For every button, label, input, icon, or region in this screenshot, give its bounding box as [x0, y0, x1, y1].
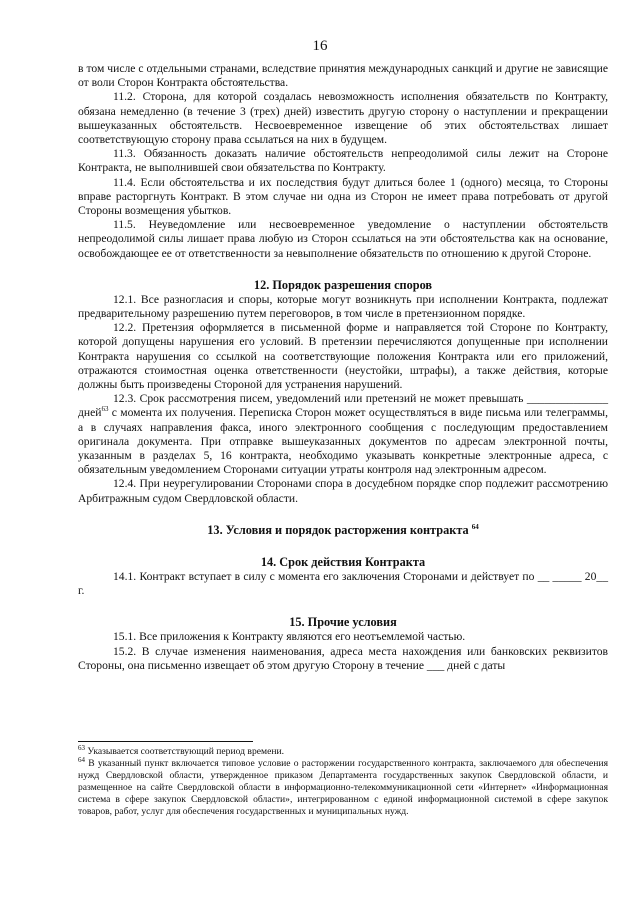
section-heading-13 [78, 523, 608, 538]
paragraph-12-3-start: 12.3. Срок рассмотрения писем, уведомлений или претензий не может превышать ______________ дней [78, 392, 608, 420]
paragraph-continuation: в том числе с отдельными странами, вследствие принятия международных санкций и другие не зависящие от воли Сторон Контракта обстоятельства. [78, 62, 608, 90]
section-heading-12: 12. Порядок разрешения споров [253, 277, 433, 292]
paragraph-11-3: 11.3. Обязанность доказать наличие обстоятельств непреодолимой силы лежит на Стороне Контракта, не выполнившей свои обязательства по Контракту. [78, 147, 608, 175]
paragraph-15-2: 15.2. В случае изменения наименования, адреса места нахождения или банковских реквизитов Стороны, она письменно извещает об этом другую Сторону в течение ___ дней с даты [78, 644, 608, 672]
footnote-63 [78, 743, 608, 758]
document-body [78, 62, 608, 673]
footnote-64-number: 64 [78, 755, 85, 764]
paragraph-11-2: 11.2. Сторона, для которой создалась невозможность исполнения обязательств по Контракту, обязана немедленно (в течение 3 (трех) дней) известить другую сторону о наступлении и прекращении вышеуказанных обстоятельств. Несвоевременное извещение об этих обстоятельствах лишает соответствующую сторону права ссылаться на них в будущем. [78, 90, 608, 147]
footnote-ref-63[interactable]: 63 [101, 405, 109, 414]
footnote-63-text: Указывается соответствующий период времени. [85, 746, 284, 757]
footnote-63-number: 63 [78, 743, 85, 752]
page-number: 16 [312, 38, 328, 54]
paragraph-15-1: 15.1. Все приложения к Контракту являются его неотъемлемой частью. [113, 630, 466, 644]
section-heading-15: 15. Прочие условия [289, 615, 397, 630]
section-heading-14: 14. Срок действия Контракта [260, 554, 426, 569]
paragraph-12-1: 12.1. Все разногласия и споры, которые могут возникнуть при исполнении Контракта, подлежат предварительному разрешению путем переговоров, в том числе в претензионном порядке. [78, 292, 608, 321]
footnote-64 [78, 755, 608, 818]
footnote-ref-64[interactable]: 64 [471, 522, 479, 531]
section-heading-13-text: 13. Условия и порядок расторжения контракта [207, 522, 469, 537]
paragraph-12-3 [78, 392, 608, 477]
paragraph-12-3-end: с момента их получения. Переписка Сторон может осуществляться в виде письма или телеграммы, а в случаях направления факса, иного электронного сообщения с последующим предоставлением оригинала документа. При отправке вышеуказанных документов по адресам электронной почты, указанным в разделах 5, 16 контракта, необходимо указывать конкретные электронные адреса, с обязательным уведомлением Сторонами ситуации утраты контроля над электронным адресом. [78, 406, 608, 477]
footnote-64-text: В указанный пункт включается типовое условие о расторжении государственного контракта, заключаемого для обеспечения нужд Свердловской области, утвержденное приказом Департамента государственных закупок Свердловской области, и размещенное на сайте Свердловской области в информационно-телекоммуникационной сети «Интернет» «Информационная система в сфере закупок Свердловской области», интегрированном с единой информационной системой в сфере закупок товаров, работ, услуг для обеспечения государственных и муниципальных нужд. [78, 758, 608, 817]
paragraph-14-1: 14.1. Контракт вступает в силу с момента его заключения Сторонами и действует по __ _____ 20__ г. [78, 569, 608, 598]
footnotes [78, 741, 608, 818]
paragraph-12-2: 12.2. Претензия оформляется в письменной форме и направляется той Стороне по Контракту, которой допущены нарушения его условий. В претензии перечисляются допущенные при исполнении Контракта нарушения со ссылкой на соответствующие положения Контракта или его приложений, отражаются стоимостная оценка ответственности (неустойки, штрафы), а также действия, которые должны быть произведены Стороной для устранения нарушений. [78, 321, 608, 392]
paragraph-11-5: 11.5. Неуведомление или несвоевременное уведомление о наступлении обстоятельств непреодолимой силы лишает права любую из Сторон ссылаться на эти обстоятельства как на основание, освобождающее ее от ответственности за невыполнение обязательств по отношению к другой Стороне. [78, 218, 608, 260]
paragraph-12-4: 12.4. При неурегулировании Сторонами спора в досудебном порядке спор подлежит рассмотрению Арбитражным судом Свердловской области. [78, 477, 608, 505]
paragraph-11-4: 11.4. Если обстоятельства и их последствия будут длиться более 1 (одного) месяца, то Стороны вправе расторгнуть Контракт. В этом случае ни одна из Сторон не имеет права потребовать от другой Стороны возмещения убытков. [78, 175, 608, 218]
footnote-divider [78, 741, 253, 742]
